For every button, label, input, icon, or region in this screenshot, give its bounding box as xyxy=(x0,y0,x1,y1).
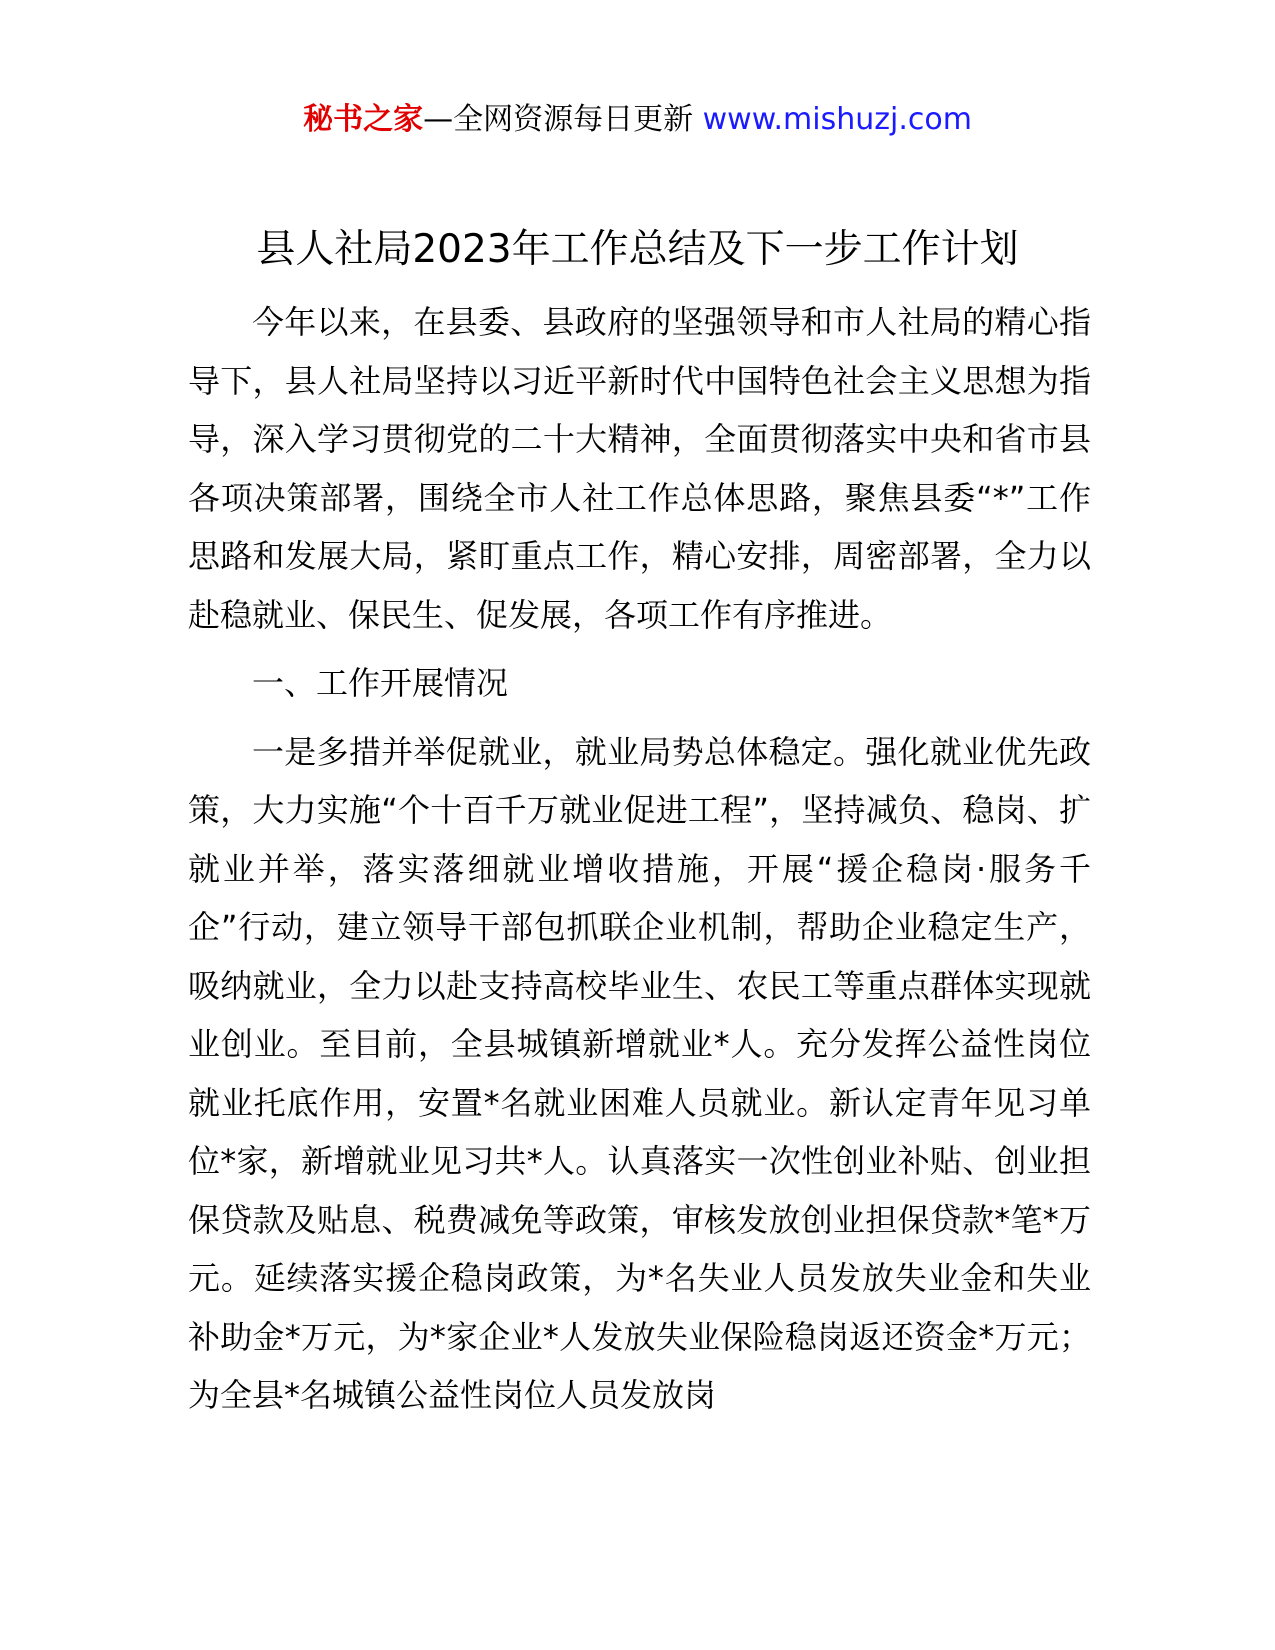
intro-paragraph: 今年以来，在县委、县政府的坚强领导和市人社局的精心指导下，县人社局坚持以习近平新时代中国特色社会主义思想为指导，深入学习贯彻党的二十大精神，全面贯彻落实中央和省市县各项决策部署，围绕全市人社工作总体思路，聚焦县委“*”工作思路和发展大局，紧盯重点工作，精心安排，周密部署，全力以赴稳就业、保民生、促发展，各项工作有序推进。 xyxy=(188,303,1091,634)
document-body xyxy=(188,293,1091,1425)
document-title: 县人社局2023年工作总结及下一步工作计划 xyxy=(256,227,1019,272)
employment-paragraph: 一是多措并举促就业，就业局势总体稳定。强化就业优先政策，大力实施“个十百千万就业促进工程”，坚持减负、稳岗、扩就业并举，落实落细就业增收措施，开展“援企稳岗·服务千企”行动，建立领导干部包抓联企业机制，帮助企业稳定生产，吸纳就业，全力以赴支持高校毕业生、农民工等重点群体实现就业创业。至目前，全县城镇新增就业*人。充分发挥公益性岗位就业托底作用，安置*名就业困难人员就业。新认定青年见习单位*家，新增就业见习共*人。认真落实一次性创业补贴、创业担保贷款及贴息、税费减免等政策，审核发放创业担保贷款*笔*万元。延续落实援企稳岗政策，为*名失业人员发放失业金和失业补助金*万元，为*家企业*人发放失业保险稳岗返还资金*万元；为全县*名城镇公益性岗位人员发放岗 xyxy=(188,732,1091,1414)
section-heading: 一、工作开展情况 xyxy=(252,664,509,702)
site-brand: 秘书之家 xyxy=(303,102,424,137)
site-tagline: —全网资源每日更新 xyxy=(423,102,703,137)
site-header xyxy=(0,100,1275,140)
site-url-link[interactable]: www.mishuzj.com xyxy=(702,102,972,137)
